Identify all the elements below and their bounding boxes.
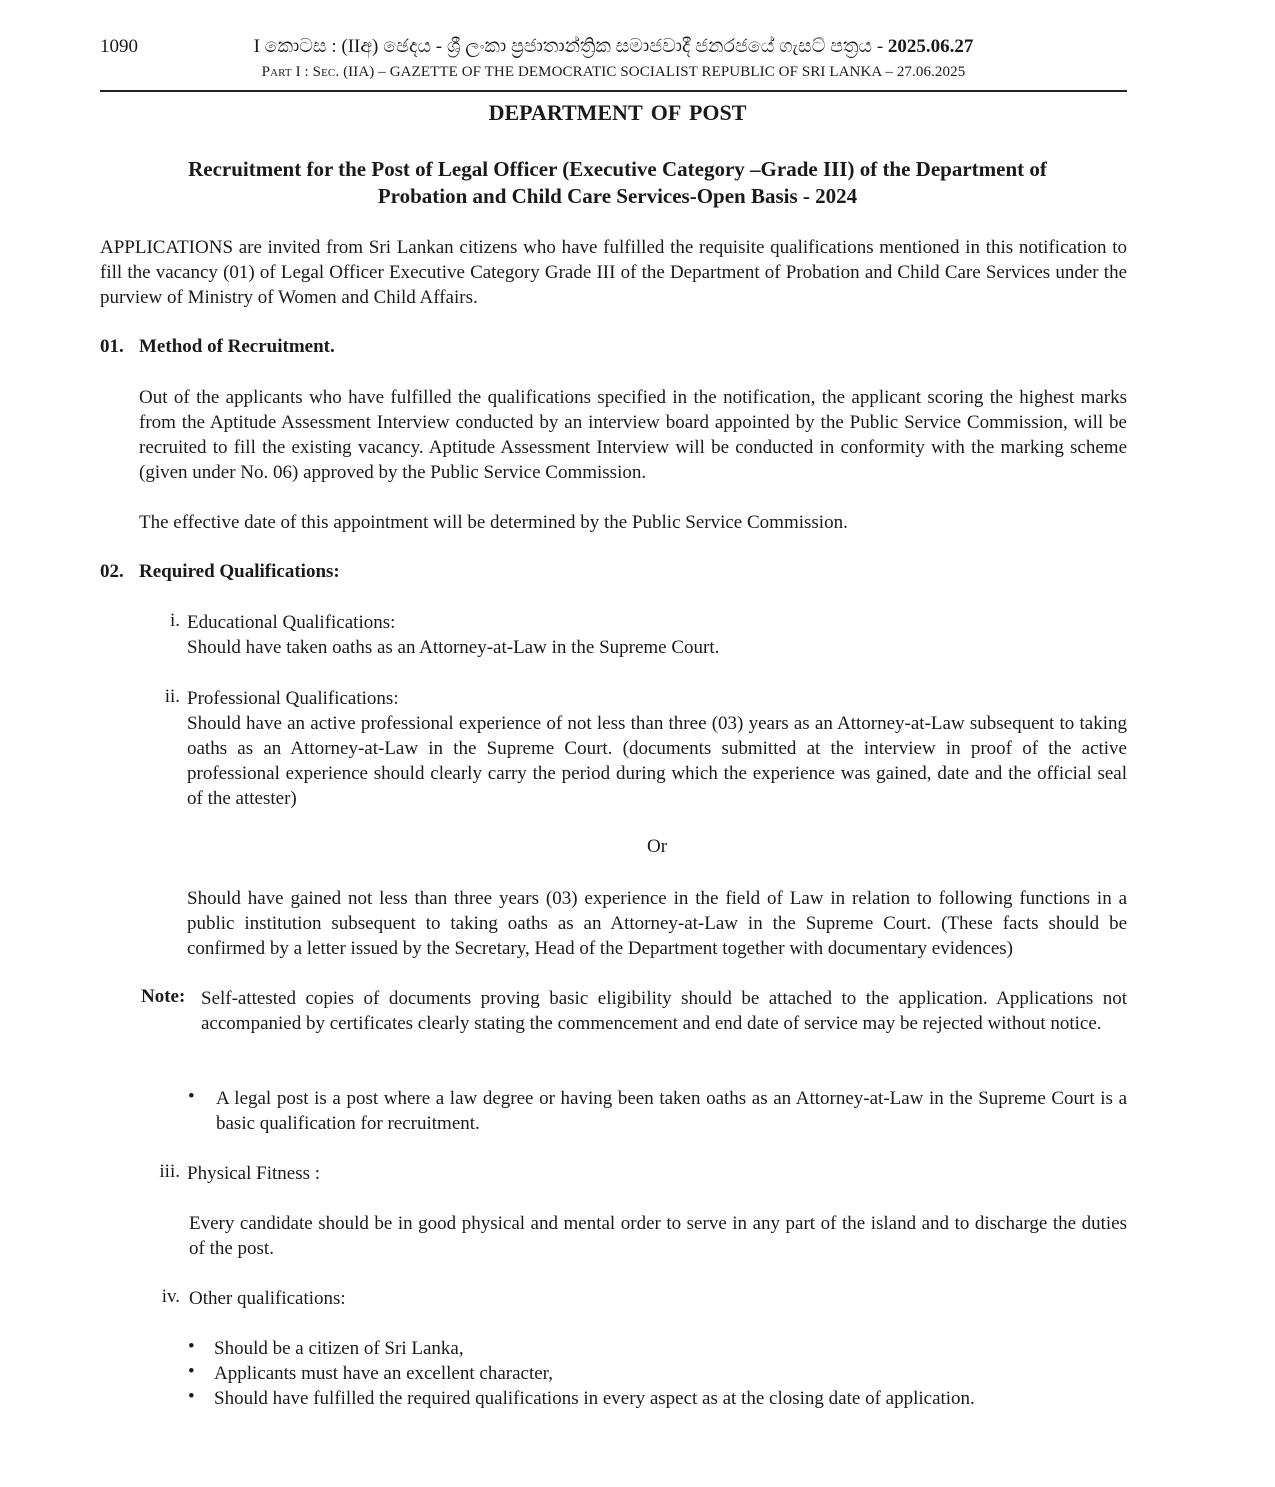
page-number: 1090 [100,36,138,57]
public-institution-experience-paragraph: Should have gained not less than three years (03) experience in the field of Law in relation to following functions in a public institution subsequent to taking oaths as an Attorney-at-Law in the Supreme Court. (These facts should be confirmed by a letter issued by the Secretary, Head of the Department together with documentary evidences) [187,888,1127,959]
item-i-title: Educational Qualifications: [187,612,396,633]
section-01-number: 01. [100,336,124,357]
list-item: Should have fulfilled the required qualifications in every aspect as at the closing date of application. [214,1388,975,1409]
item-iv-title: Other qualifications: [189,1288,346,1309]
physical-fitness-paragraph: Every candidate should be in good physical and mental order to serve in any part of the island and to discharge the duties of the post. [189,1213,1127,1259]
bullet-icon: • [188,1386,195,1407]
bullet-icon: • [188,1086,195,1107]
section-01-heading: Method of Recruitment. [139,336,335,357]
item-i-text: Should have taken oaths as an Attorney-at-Law in the Supreme Court. [187,637,720,658]
gazette-title-line: (IIA) – GAZETTE OF THE DEMOCRATIC SOCIALIST REPUBLIC OF SRI LANKA – 27.06.2025 [343,64,966,80]
sinhala-gazette-header [100,36,1127,58]
section-02-number: 02. [100,561,124,582]
item-iv-number: iv. [161,1286,180,1307]
intro-paragraph: APPLICATIONS are invited from Sri Lankan citizens who have fulfilled the requisite qualifications mentioned in this notification to fill the vacancy (01) of Legal Officer Executive Category Grade III of the Department of Probation and Child Care Services under the purview of Ministry of Women and Child Affairs. [100,237,1127,308]
list-item: Should be a citizen of Sri Lanka, [214,1338,464,1359]
item-iii-number: iii. [159,1161,180,1182]
or-separator: Or [646,836,668,857]
notice-title-line-2: Probation and Child Care Services-Open Basis - 2024 [377,184,858,208]
effective-date-paragraph: The effective date of this appointment will be determined by the Public Service Commission. [139,512,848,533]
item-iii-title: Physical Fitness : [187,1163,321,1184]
note-text: Self-attested copies of documents proving basic eligibility should be attached to the application. Applications not accompanied by certificates clearly stating the commencement and end date of service may be rejected without notice. [201,988,1127,1034]
department-heading: DEPARTMENT OF POST [488,100,747,125]
bullet-icon: • [188,1336,195,1357]
header-divider [100,90,1127,92]
notice-title [100,156,1135,210]
notice-title-line-1: Recruitment for the Post of Legal Officer (Executive Category –Grade III) of the Department of [188,157,1047,181]
legal-post-bullet-text: A legal post is a post where a law degree or having been taken oaths as an Attorney-at-Law in the Supreme Court is a basic qualification for recruitment. [216,1088,1127,1134]
part-section-label: Part I : Sec. [261,64,340,80]
note-label: Note: [141,986,186,1007]
bullet-icon: • [188,1361,195,1382]
item-ii-number: ii. [164,686,180,707]
recruitment-method-paragraph: Out of the applicants who have fulfilled the qualifications specified in the notification, the applicant scoring the highest marks from the Aptitude Assessment Interview conducted by an interview board appointed by the Public Service Commission, will be recruited to fill the existing vacancy. Aptitude Assessment Interview will be conducted in conformity with the marking scheme (given under No. 06) approved by the Public Service Commission. [139,387,1127,483]
professional-experience-paragraph: Should have an active professional experience of not less than three (03) years as an Attorney-at-Law subsequent to taking oaths as an Attorney-at-Law in the Supreme Court. (documents submitted at the interview in proof of the active professional experience should clearly carry the period during which the experience was gained, date and the official seal of the attester) [187,713,1127,809]
list-item: Applicants must have an excellent character, [214,1363,553,1384]
section-02-heading: Required Qualifications: [139,561,340,582]
sinhala-gazette-date: 2025.06.27 [887,36,974,57]
english-gazette-header [100,64,1127,81]
item-ii-title: Professional Qualifications: [187,688,399,709]
item-i-number: i. [169,610,180,631]
sinhala-part-text: I කොටස : (IIඅ) ඡෙදය - ශ්‍රී ලංකා ප්‍රජාතාන්ත්‍රික සමාජවාදී ජනරජයේ ගැසට් පත්‍රය - [253,36,884,57]
